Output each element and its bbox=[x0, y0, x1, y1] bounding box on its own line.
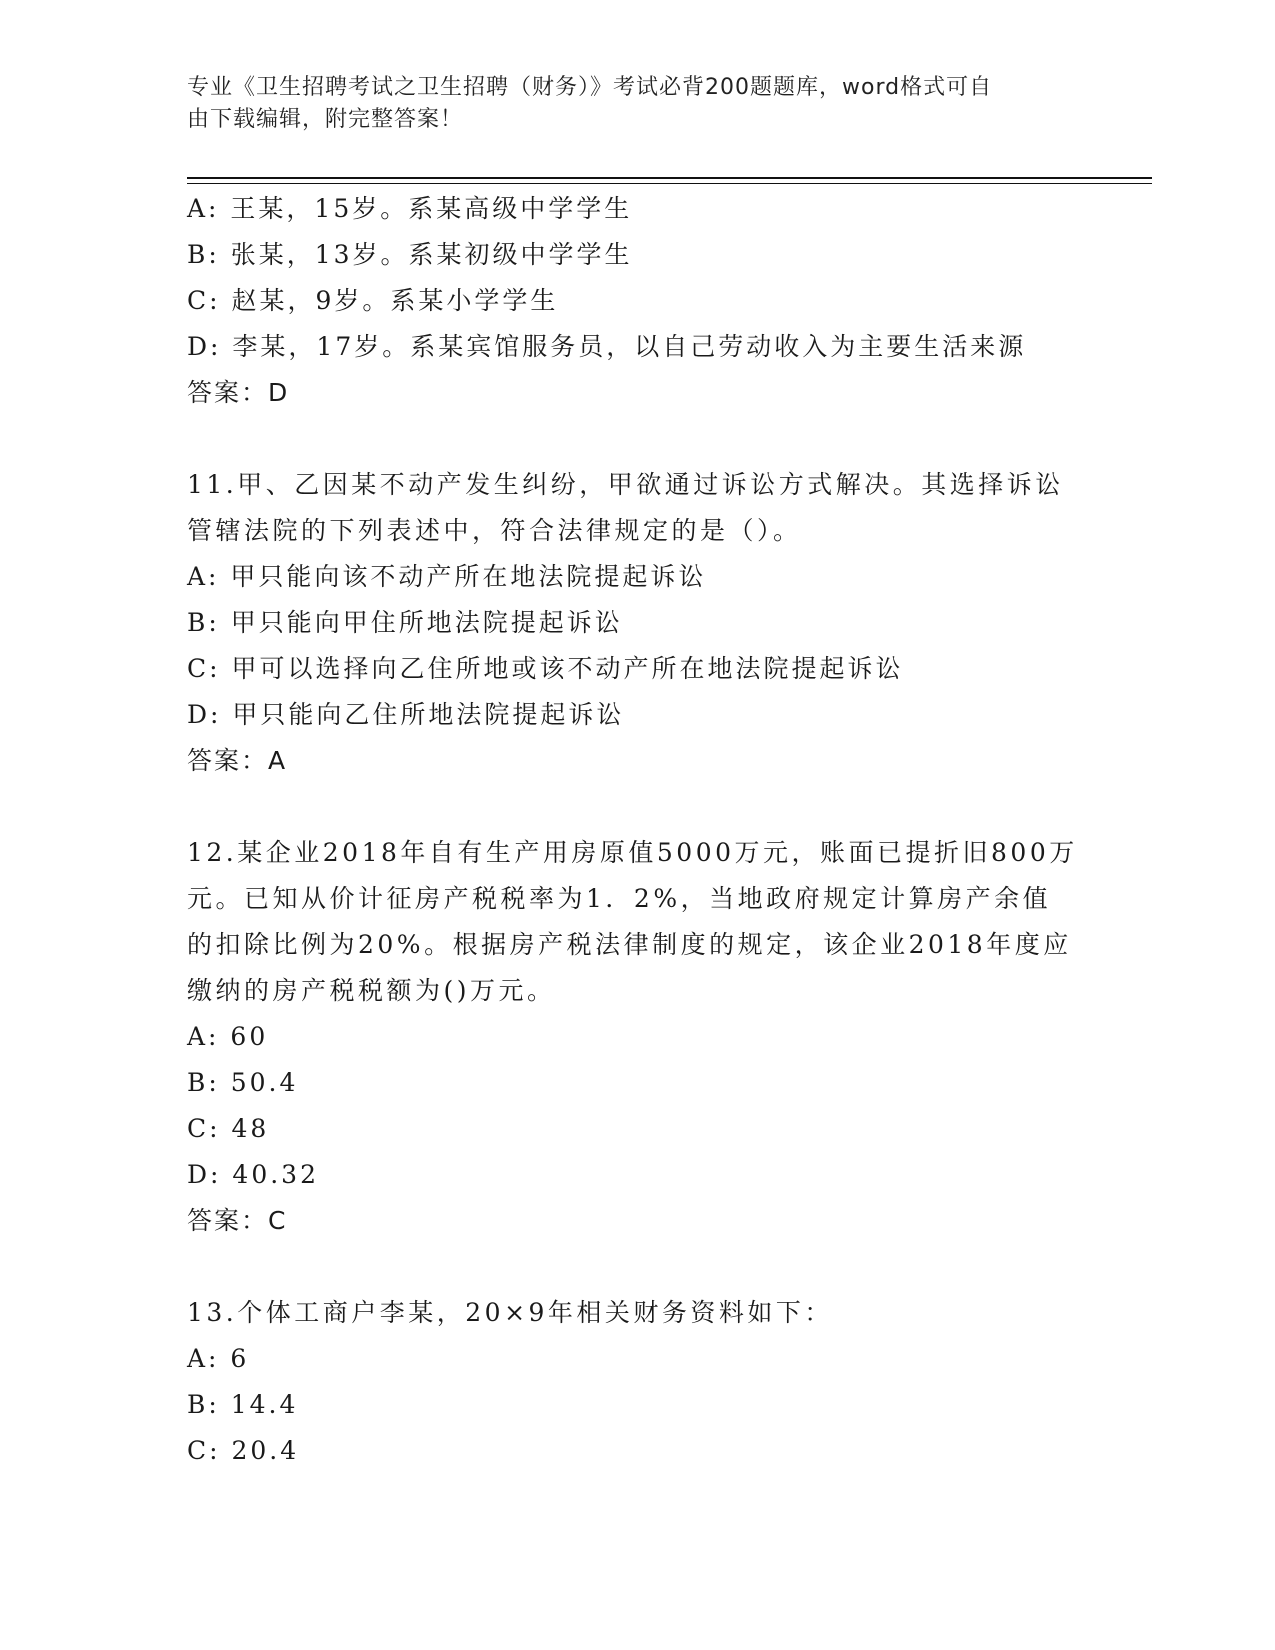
header-rule-thick bbox=[187, 177, 1152, 179]
question-stem-line: 缴纳的房产税税额为()万元。 bbox=[187, 976, 556, 1005]
spacer bbox=[187, 416, 1087, 462]
spacer bbox=[187, 784, 1087, 830]
header-line-1: 专业《卫生招聘考试之卫生招聘（财务）》考试必背200题题库，word格式可自 bbox=[187, 75, 993, 100]
question-stem-line: 11.甲、乙因某不动产发生纠纷，甲欲通过诉讼方式解决。其选择诉讼 bbox=[187, 470, 1064, 499]
answer: 答案：A bbox=[187, 746, 288, 775]
option-b: B: 甲只能向甲住所地法院提起诉讼 bbox=[187, 608, 623, 637]
question-11 bbox=[187, 462, 1087, 784]
question-13 bbox=[187, 1290, 1087, 1474]
option-b: B: 50.4 bbox=[187, 1068, 299, 1097]
document-header bbox=[187, 72, 1067, 136]
option-a: A: 王某，15岁。系某高级中学学生 bbox=[187, 194, 633, 223]
question-10 bbox=[187, 186, 1087, 416]
header-rule-thin bbox=[187, 183, 1152, 184]
header-line-2: 由下载编辑，附完整答案！ bbox=[187, 107, 464, 132]
option-d: D: 甲只能向乙住所地法院提起诉讼 bbox=[187, 700, 625, 729]
option-b: B: 张某，13岁。系某初级中学学生 bbox=[187, 240, 633, 269]
question-stem-line: 12.某企业2018年自有生产用房原值5000万元，账面已提折旧800万 bbox=[187, 838, 1078, 867]
answer: 答案：C bbox=[187, 1206, 288, 1235]
spacer bbox=[187, 1244, 1087, 1290]
option-c: C: 20.4 bbox=[187, 1436, 300, 1465]
question-list bbox=[187, 186, 1087, 1474]
option-c: C: 甲可以选择向乙住所地或该不动产所在地法院提起诉讼 bbox=[187, 654, 904, 683]
option-c: C: 赵某，9岁。系某小学学生 bbox=[187, 286, 559, 315]
option-b: B: 14.4 bbox=[187, 1390, 299, 1419]
option-d: D: 李某，17岁。系某宾馆服务员，以自己劳动收入为主要生活来源 bbox=[187, 332, 1027, 361]
answer: 答案：D bbox=[187, 378, 290, 407]
question-stem-line: 13.个体工商户李某，20×9年相关财务资料如下： bbox=[187, 1298, 833, 1327]
option-a: A: 6 bbox=[187, 1344, 250, 1373]
option-d: D: 40.32 bbox=[187, 1160, 319, 1189]
question-stem-line: 管辖法院的下列表述中，符合法律规定的是（）。 bbox=[187, 516, 802, 545]
question-stem-line: 的扣除比例为20%。根据房产税法律制度的规定，该企业2018年度应 bbox=[187, 930, 1072, 959]
option-a: A: 甲只能向该不动产所在地法院提起诉讼 bbox=[187, 562, 707, 591]
option-a: A: 60 bbox=[187, 1022, 269, 1051]
question-stem-line: 元。已知从价计征房产税税率为1．2%，当地政府规定计算房产余值 bbox=[187, 884, 1052, 913]
question-12 bbox=[187, 830, 1087, 1244]
option-c: C: 48 bbox=[187, 1114, 270, 1143]
